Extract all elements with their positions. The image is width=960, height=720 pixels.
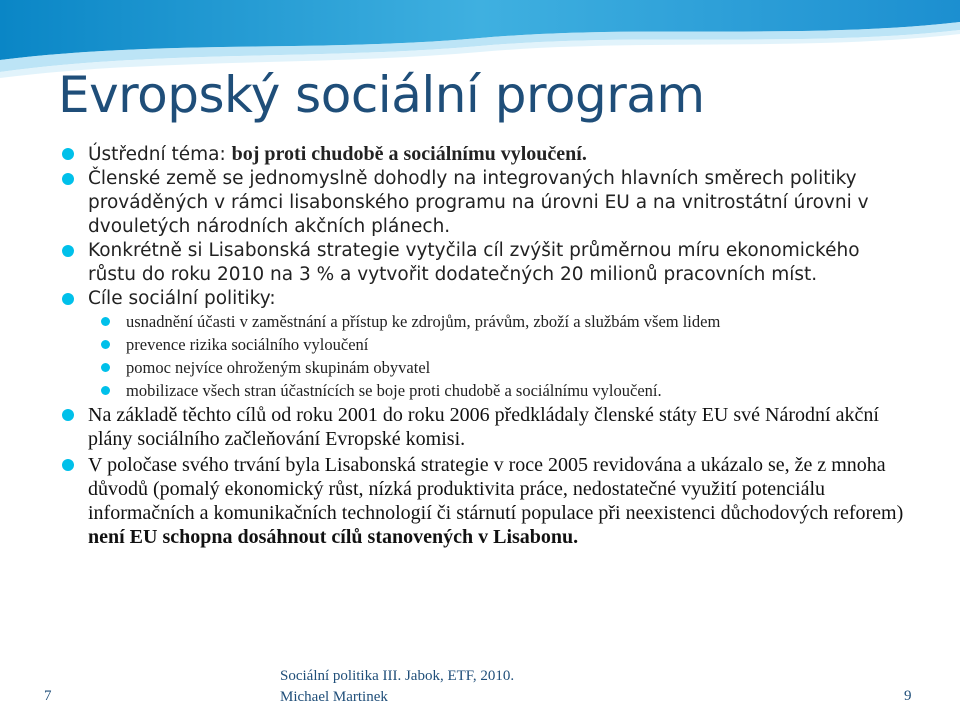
slide-number-left: 7 xyxy=(44,688,52,704)
bullet-lisbon-goal: Konkrétně si Lisabonská strategie vytyčila cíl zvýšit průměrnou míru ekonomického růstu do roku 2010 na 3 % a vytvořit dodatečných 20 milionů pracovních míst. xyxy=(62,239,912,287)
bullet-central-theme xyxy=(62,142,912,167)
bullet-member-states: Členské země se jednomyslně dohodly na integrovaných hlavních směrech politiky prováděných v rámci lisabonského programu na úrovni EU a na vnitrostátní úrovni v dvouletých národních akčních plánech. xyxy=(62,167,912,239)
bullet-central-theme-emphasis: boj proti chudobě a sociálnímu vyloučení. xyxy=(231,143,587,165)
slide-number-right: 9 xyxy=(904,688,912,704)
sub-bullet-mobilization: mobilizace všech stran účastnících se boje proti chudobě a sociálnímu vyloučení. xyxy=(62,380,912,402)
slide-content xyxy=(62,142,912,551)
bullet-midterm-review-emphasis: není EU schopna dosáhnout cílů stanovených v Lisabonu. xyxy=(88,526,579,548)
sub-bullet-participation: usnadnění účasti v zaměstnání a přístup ke zdrojům, právům, zboží a službám všem lidem xyxy=(62,311,912,333)
bullet-midterm-review-text: V poločase svého trvání byla Lisabonská strategie v roce 2005 revidována a ukázalo se, že z mnoha důvodů (pomalý ekonomický růst, nízká produktivita práce, nedostatečné využití potenciálu informačních a komunikačních technologií či stárnutí populace při neexistenci důchodových reforem) xyxy=(88,454,904,524)
slide-title: Evropský sociální program xyxy=(58,66,705,124)
slide-footer xyxy=(280,666,514,708)
footer-author: Michael Martinek xyxy=(280,689,388,705)
bullet-national-plans: Na základě těchto cílů od roku 2001 do roku 2006 předkládaly členské státy EU své Národní akční plány sociálního začleňování Evropské komisi. xyxy=(62,403,912,451)
bullet-social-policy-goals: Cíle sociální politiky: xyxy=(62,287,912,311)
sub-bullet-vulnerable-groups: pomoc nejvíce ohroženým skupinám obyvatel xyxy=(62,357,912,379)
bullet-central-theme-label: Ústřední téma: xyxy=(88,144,232,165)
sub-bullet-prevention: prevence rizika sociálního vyloučení xyxy=(62,334,912,356)
bullet-midterm-review xyxy=(62,453,912,549)
footer-course: Sociální politika III. Jabok, ETF, 2010. xyxy=(280,668,515,684)
